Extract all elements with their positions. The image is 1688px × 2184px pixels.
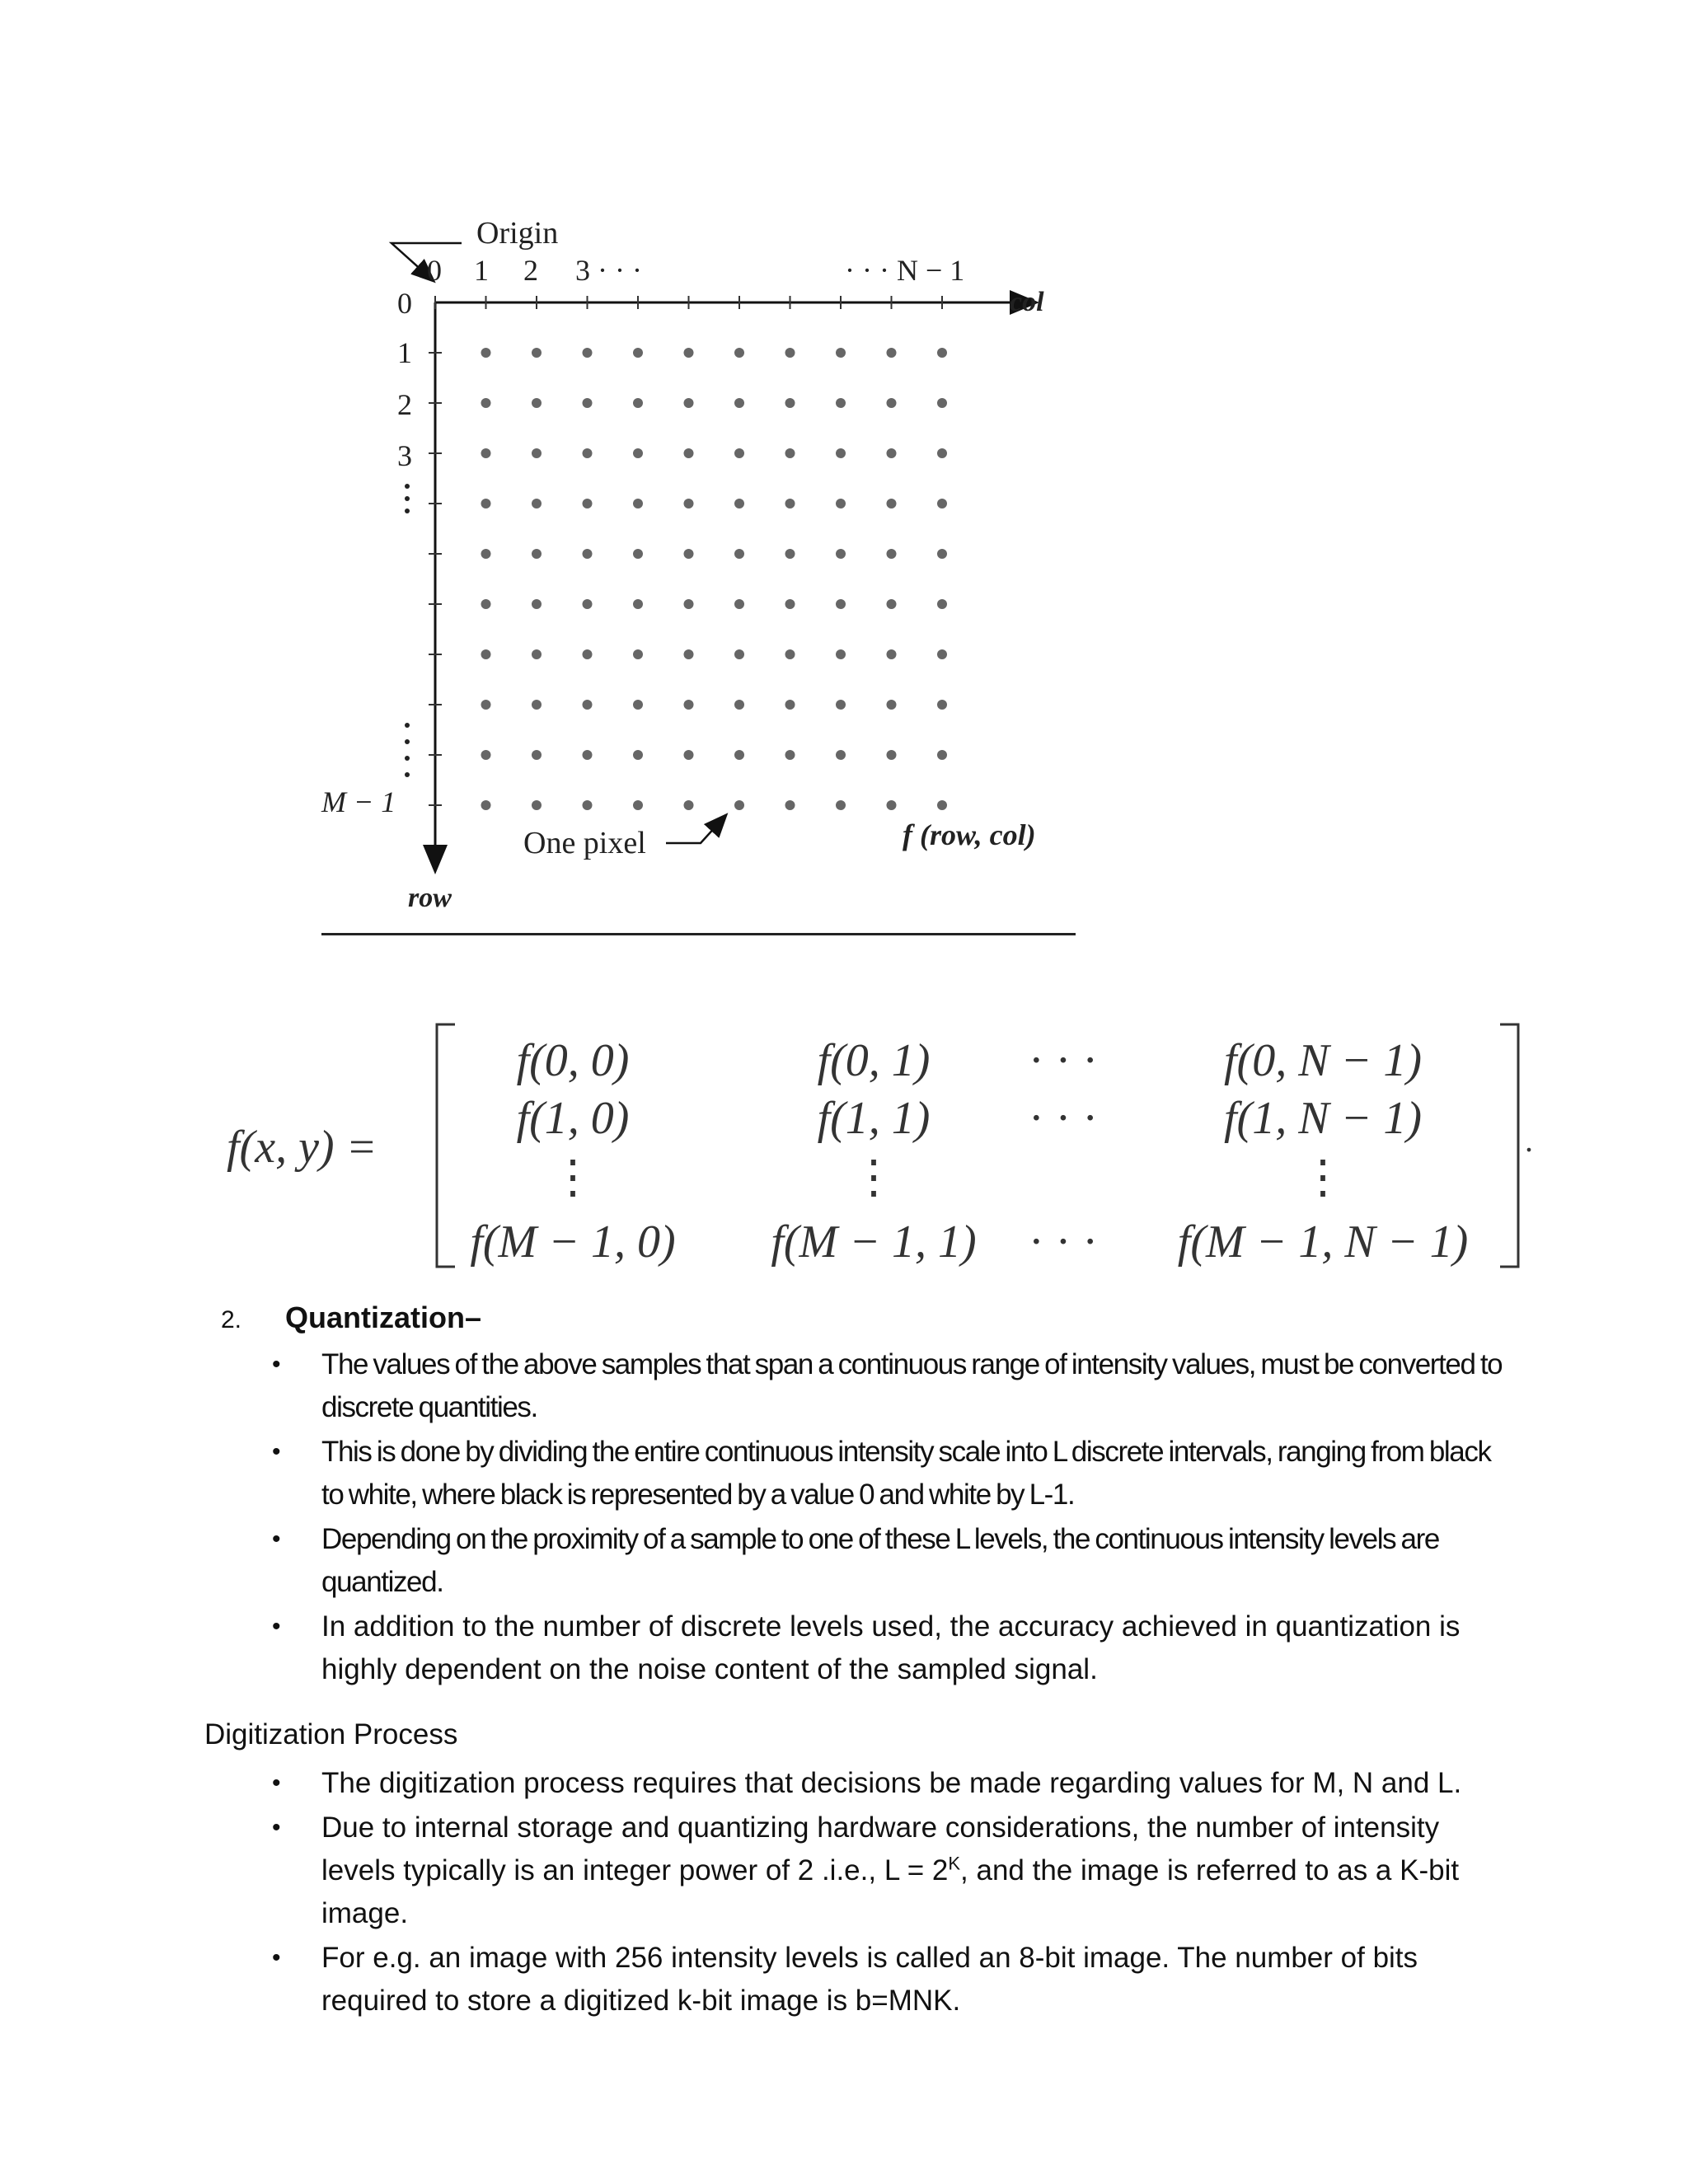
pixel-point xyxy=(633,398,643,408)
pixel-point xyxy=(734,700,744,710)
col-tick-labels xyxy=(427,254,964,287)
pixel-point xyxy=(836,499,846,509)
pixel-point xyxy=(937,398,947,408)
pixel-point xyxy=(887,649,897,659)
matrix-cell: f(0, 0) xyxy=(516,1035,630,1086)
pixel-point xyxy=(887,549,897,559)
sampling-grid-figure xyxy=(297,210,1096,935)
row-tick-m1: M − 1 xyxy=(321,785,396,818)
section-title: Quantization– xyxy=(285,1301,482,1334)
list-item: • Depending on the proximity of a sample to one of these L levels, the continuous intensity levels are quantized. xyxy=(272,1518,1508,1604)
bullet-icon: • xyxy=(272,1438,281,1465)
pixel-point xyxy=(937,700,947,710)
col-axis-label: col xyxy=(1010,287,1044,317)
pixel-point xyxy=(633,750,643,760)
pixel-point xyxy=(532,700,542,710)
pixel-point xyxy=(785,348,795,358)
pixel-point xyxy=(633,649,643,659)
pixel-point xyxy=(684,800,694,810)
list-item: • The values of the above samples that span a continuous range of intensity values, must be converted to discrete quantities. xyxy=(272,1343,1508,1429)
pixel-point xyxy=(481,398,491,408)
pixel-point xyxy=(836,398,846,408)
row-tick-2: 2 xyxy=(397,388,412,421)
bullet-icon: • xyxy=(272,1769,281,1797)
pixel-point xyxy=(633,599,643,609)
pixel-point xyxy=(836,750,846,760)
list-item: • This is done by dividing the entire continuous intensity scale into L discrete intervals, ranging from black to white, where black is represented by a value 0 and white by L-1. xyxy=(272,1431,1508,1516)
pixel-point xyxy=(887,398,897,408)
pixel-point xyxy=(481,499,491,509)
matrix-cell: f(0, N − 1) xyxy=(1224,1035,1422,1086)
pixel-point xyxy=(532,800,542,810)
pixel-grid xyxy=(429,296,947,810)
pixel-point xyxy=(684,448,694,458)
matrix-cell: ⋮ xyxy=(851,1152,897,1203)
row-tick-1: 1 xyxy=(397,336,412,369)
list-item: • Due to internal storage and quantizing hardware considerations, the number of intensity levels typically is an integer power of 2 .i.e., $L = 2^K$, and the image is referred to as a K-bit image. xyxy=(272,1807,1508,1935)
pixel-point xyxy=(684,750,694,760)
pixel-point xyxy=(836,599,846,609)
row-tick-3: 3 xyxy=(397,439,412,472)
pixel-point xyxy=(937,448,947,458)
pixel-point xyxy=(785,499,795,509)
pixel-point xyxy=(583,448,593,458)
pixel-point xyxy=(684,348,694,358)
col-tick-n1: · · · N − 1 xyxy=(845,254,965,287)
row-tick-labels xyxy=(321,287,412,818)
figure-divider xyxy=(321,933,1076,935)
pixel-point xyxy=(836,448,846,458)
matrix-cell: · · · xyxy=(1029,1035,1098,1086)
pixel-point xyxy=(583,649,593,659)
pixel-point xyxy=(887,750,897,760)
pixel-point xyxy=(734,499,744,509)
digitization-list xyxy=(272,1762,1508,2024)
pixel-point xyxy=(887,448,897,458)
pixel-point xyxy=(684,398,694,408)
bullet-icon: • xyxy=(272,1351,281,1378)
pixel-point xyxy=(633,448,643,458)
pixel-point xyxy=(583,499,593,509)
matrix-cell: f(1, N − 1) xyxy=(1224,1093,1422,1144)
pixel-point xyxy=(785,448,795,458)
pixel-point xyxy=(633,549,643,559)
pixel-point xyxy=(532,348,542,358)
pixel-point xyxy=(481,599,491,609)
pixel-point xyxy=(583,398,593,408)
pixel-point xyxy=(684,549,694,559)
pixel-point xyxy=(583,549,593,559)
pixel-point xyxy=(937,499,947,509)
pixel-point xyxy=(937,599,947,609)
pixel-point xyxy=(481,700,491,710)
pixel-point xyxy=(481,448,491,458)
pixel-point xyxy=(633,800,643,810)
origin-label: Origin xyxy=(476,216,559,251)
exponent-k: K xyxy=(948,1853,961,1874)
right-bracket xyxy=(1500,1024,1518,1267)
pixel-point xyxy=(481,348,491,358)
matrix-cell: f(1, 0) xyxy=(516,1093,630,1144)
one-pixel-label: One pixel xyxy=(523,826,646,860)
pixel-point xyxy=(887,348,897,358)
pixel-point xyxy=(836,549,846,559)
pixel-point xyxy=(481,750,491,760)
pixel-point xyxy=(937,800,947,810)
pixel-point xyxy=(684,649,694,659)
col-tick-1: 1 xyxy=(474,254,489,287)
quantization-list xyxy=(272,1343,1508,1693)
pixel-point xyxy=(785,750,795,760)
pixel-point xyxy=(734,649,744,659)
pixel-point xyxy=(633,700,643,710)
list-item: • In addition to the number of discrete levels used, the accuracy achieved in quantization is highly dependent on the noise content of the sampled signal. xyxy=(272,1605,1508,1691)
pixel-point xyxy=(785,398,795,408)
pixel-point xyxy=(937,549,947,559)
pixel-point xyxy=(836,348,846,358)
digitization-heading: Digitization Process xyxy=(204,1718,458,1750)
matrix-period: . xyxy=(1525,1122,1533,1159)
pixel-point xyxy=(887,599,897,609)
pixel-point xyxy=(481,800,491,810)
pixel-point xyxy=(583,800,593,810)
pixel-point xyxy=(532,649,542,659)
pixel-point xyxy=(583,599,593,609)
bullet-icon: • xyxy=(272,1526,281,1553)
pixel-point xyxy=(785,700,795,710)
pixel-point xyxy=(532,750,542,760)
bullet-icon: • xyxy=(272,1814,281,1841)
pixel-point xyxy=(532,398,542,408)
pixel-point xyxy=(785,800,795,810)
pixel-point xyxy=(734,800,744,810)
matrix-cell: ⋮ xyxy=(1300,1152,1346,1203)
pixel-point xyxy=(836,700,846,710)
matrix-cell: f(0, 1) xyxy=(817,1035,931,1086)
list-item: • The digitization process requires that decisions be made regarding values for M, N and L. xyxy=(272,1762,1508,1805)
pixel-point xyxy=(633,499,643,509)
pixel-point xyxy=(481,549,491,559)
pixel-point xyxy=(887,700,897,710)
pixel-point xyxy=(734,750,744,760)
pixel-point xyxy=(887,800,897,810)
matrix-cell: f(1, 1) xyxy=(817,1093,931,1144)
pixel-point xyxy=(734,348,744,358)
pixel-point xyxy=(734,549,744,559)
pixel-point xyxy=(887,499,897,509)
function-label: f (row, col) xyxy=(903,818,1036,851)
one-pixel-pointer xyxy=(666,816,725,843)
col-tick-2: 2 xyxy=(523,254,538,287)
pixel-point xyxy=(785,549,795,559)
pixel-point xyxy=(583,750,593,760)
pixel-point xyxy=(734,448,744,458)
matrix-cell: · · · xyxy=(1029,1216,1098,1268)
col-tick-3: 3 · · · xyxy=(575,254,642,287)
pixel-point xyxy=(785,649,795,659)
pixel-point xyxy=(532,549,542,559)
matrix-cells xyxy=(470,1035,1468,1268)
matrix-lhs: f(x, y) = xyxy=(227,1122,377,1173)
pixel-point xyxy=(836,800,846,810)
pixel-point xyxy=(937,649,947,659)
pixel-point xyxy=(532,448,542,458)
bullet-icon: • xyxy=(272,1613,281,1640)
matrix-cell: · · · xyxy=(1029,1093,1098,1144)
pixel-point xyxy=(684,700,694,710)
row-axis-label: row xyxy=(408,883,452,913)
bullet-icon: • xyxy=(272,1944,281,1971)
list-item: • For e.g. an image with 256 intensity levels is called an 8-bit image. The number of bits required to store a digitized k-bit image is b=MNK. xyxy=(272,1937,1508,2022)
pixel-point xyxy=(684,499,694,509)
row-ellipsis-marks xyxy=(405,484,410,777)
pixel-point xyxy=(785,599,795,609)
left-bracket xyxy=(437,1024,455,1267)
pixel-point xyxy=(937,348,947,358)
matrix-cell: f(M − 1, 0) xyxy=(470,1216,676,1268)
pixel-point xyxy=(532,599,542,609)
matrix-cell: f(M − 1, N − 1) xyxy=(1177,1216,1469,1268)
pixel-point xyxy=(836,649,846,659)
row-tick-0: 0 xyxy=(397,287,412,320)
col-tick-0: 0 xyxy=(427,254,442,287)
pixel-point xyxy=(532,499,542,509)
matrix-cell: ⋮ xyxy=(550,1152,596,1203)
pixel-point xyxy=(734,398,744,408)
quantization-heading xyxy=(221,1301,481,1335)
pixel-point xyxy=(633,348,643,358)
image-matrix-equation xyxy=(214,1010,1550,1290)
pixel-point xyxy=(583,348,593,358)
pixel-point xyxy=(734,599,744,609)
pixel-point xyxy=(583,700,593,710)
pixel-point xyxy=(481,649,491,659)
section-number: 2. xyxy=(221,1306,242,1333)
matrix-cell: f(M − 1, 1) xyxy=(771,1216,977,1268)
pixel-point xyxy=(937,750,947,760)
pixel-point xyxy=(684,599,694,609)
